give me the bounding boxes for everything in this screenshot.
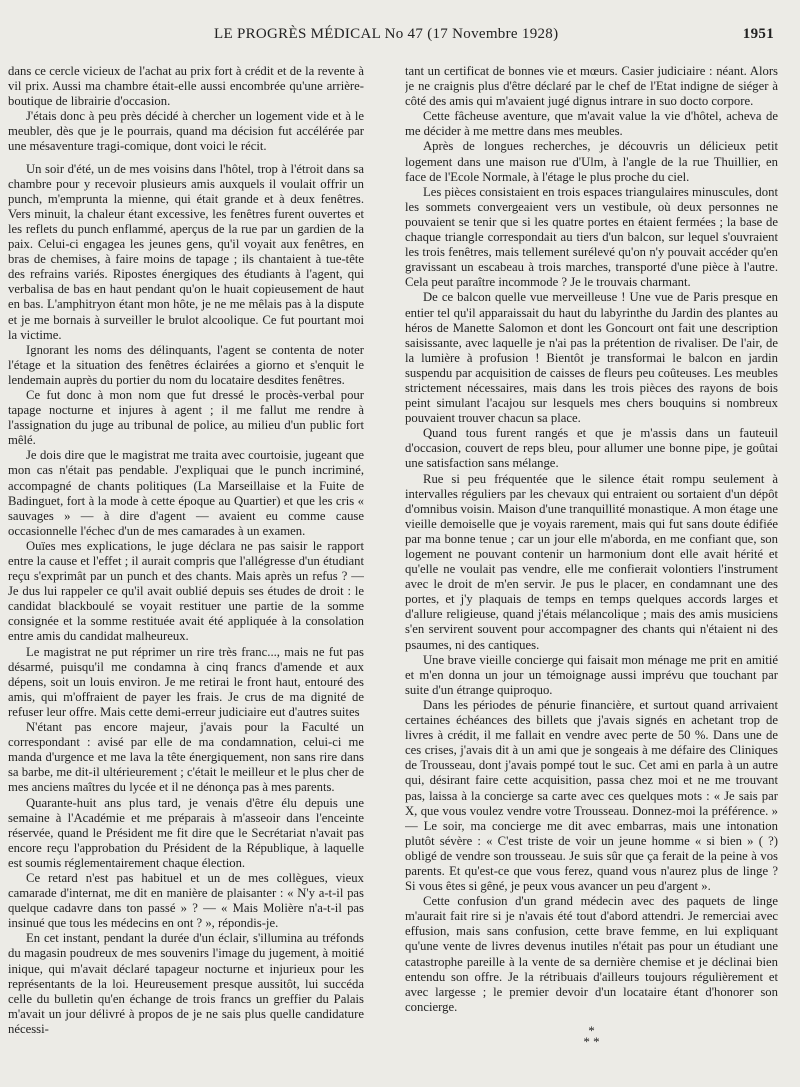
paragraph: Dans les périodes de pénurie financière, et surtout quand arrivaient certaines échéances des billets que j'avais signés en achetant trop de livres à crédit, il me fallait en vendre avec perte de 50 %. Dans une de ces crises, j'avais dit à un ami que je songeais à me défaire des Cliniques de Trousseau, dont j'avais pompé tout le suc. Cet ami en parla à un autre qui, désirant faire cette acquisition, passa chez moi et ne me trouvant pas, laissa à la concierge sa carte avec ces quelques mots : « Je sais par X, que vous voulez vendre votre Trousseau. Donnez-moi la préférence. » — Le soir, ma concierge me dit avec embarras, mais une intonation plutôt sévère : « C'est triste de voir un jeune homme « si bien » ( ?) obligé de vendre son trousseau. Je suis sûr que ça ferait de la peine à vos parents. Et qu'est-ce que vous ferez, quand vous n'aurez plus de linge ? Si vous êtes si gêné, je peux vous avancer un peu d'argent ». (405, 697, 778, 894)
paragraph: Une brave vieille concierge qui faisait mon ménage me prit en amitié et m'en donna un jour un témoignage aussi imprévu que touchant par suite d'un étrange quiproquo. (405, 652, 778, 697)
paragraph: N'étant pas encore majeur, j'avais pour la Faculté un correspondant : avisé par elle de ma condamnation, celui-ci me manda d'urgence et me lava la tête énergiquement, non sans rire dans sa barbe, me dit-il ultérieurement ; c'était le meilleur et le plus cher de mes anciens maîtres du lycée et il ne dénonça pas à mes parents. (8, 720, 364, 795)
paragraph: Rue si peu fréquentée que le silence était rompu seulement à intervalles réguliers par les chevaux qui entraient ou sortaient d'un dépôt d'omnibus voisin. Maison d'une tranquillité monastique. A mon étage une vieille demoiselle que je voyais rarement, mais qui fut sans doute édifiée par ma bonne tenue ; car un jour elle m'aborda, en me confiant que, son logement ne pouvant contenir un harmonium dont elle avait hérité et qu'elle ne voulait pas vendre, elle me confierait volontiers l'instrument avec le droit de m'en servir. Je pus le placer, en condamnant une des portes, et j'y plaquais de temps en temps quelques accords larges et d'allure religieuse, quand j'étais mélancolique ; mais des amis musiciens s'en servirent souvent pour accompagner des chants qui n'étaient ni des psaumes, ni des cantiques. (405, 471, 778, 652)
paragraph: J'étais donc à peu près décidé à chercher un logement vide et à le meubler, dès que je le pourrais, quand ma décision fut accélérée par une mésaventure tragi-comique, dont voici le récit. (8, 109, 364, 154)
paragraph: Je dois dire que le magistrat me traita avec courtoisie, jugeant que mon cas n'était pas pendable. J'expliquai que le punch incriminé, accompagné de chants politiques (La Marseillaise et la Fuite de Badinguet, fort à la mode à cette époque au Quartier) et que les cris « sauvages » — à dire d'agent — avaient eu comme cause occasionnelle l'échec d'un de mes camarades à un examen. (8, 448, 364, 538)
paragraph: Quand tous furent rangés et que je m'assis dans un fauteuil d'occasion, couvert de reps bleu, pour allumer une bonne pipe, je goûtai une satisfaction sans mélange. (405, 426, 778, 471)
section-separator (405, 1022, 778, 1049)
paragraph: Un soir d'été, un de mes voisins dans l'hôtel, trop à l'étroit dans sa chambre pour y recevoir plusieurs amis auxquels il voulait offrir un punch, m'emprunta la mienne, qui était grande et à deux fenêtres. Vers minuit, la chaleur étant excessive, les fenêtres furent ouvertes et les reflets du punch enflammé, aperçus de la rue par un gardien de la paix. Celui-ci engagea les jeunes gens, qu'il voyait aux fenêtres, en bras de chemises, à faire moins de tapage ; ils chantaient à tue-tête des refrains variés. Ripostes énergiques des étudiants à l'agent, qui verbalisa de bas en haut pendant qu'on le huait copieusement de haut en bas. L'amphitryon étant mon hôte, je ne me mêlais pas à la dispute et je me bornais à surveiller le brulot alcoolique. Ce fut pourtant moi la victime. (8, 161, 364, 342)
left-column (8, 64, 364, 1079)
paragraph: Cette confusion d'un grand médecin avec des paquets de linge m'aurait fait rire si je n'avais été tout d'abord attendri. Je remerciai avec effusion, mais sans confusion, cette brave femme, en lui expliquant qu'une vente de livres devenus inutiles n'était pas pour un étudiant une catastrophe pareille à la vente de sa dernière chemise et je déclinai bien entendu son offre. Je la rétribuais d'ailleurs toujours régulièrement et avec largesse ; le premier devoir d'un locataire étant d'honorer son concierge. (405, 894, 778, 1014)
paragraph: En cet instant, pendant la durée d'un éclair, s'illumina au tréfonds du magasin poudreux de mes souvenirs l'image du jugement, à moitié inique, qui m'avait déclaré tapageur nocturne et injurieux pour les représentants de la loi. Heureusement presque aussitôt, lui succéda celle du bulletin qu'en échange de trois francs un greffier du Palais m'avait un jour délivré à propos de je ne sais plus quelle candidature nécessi- (8, 931, 364, 1036)
page-header (0, 20, 800, 46)
paragraph: Ce fut donc à mon nom que fut dressé le procès-verbal pour tapage nocturne et injures à agent ; il me fallut me rendre à l'assignation du juge au tribunal de police, au milieu d'un public fort mêlé. (8, 387, 364, 448)
separator-stars: * * (583, 1033, 600, 1049)
journal-title: LE PROGRÈS MÉDICAL No 47 (17 Novembre 1928) (214, 26, 559, 42)
paragraph: tant un certificat de bonnes vie et mœurs. Casier judiciaire : néant. Alors je ne craignis plus d'être déclaré par le chef de l'Etat indigne de siéger à côté des amis qui m'avaient jugé dignus intrare in suo docto corpore. (405, 64, 778, 109)
paragraph: Quarante-huit ans plus tard, je venais d'être élu depuis une semaine à l'Académie et me préparais à m'asseoir dans l'enceinte réservée, quand le Président me fit dire que le Secrétariat n'avait pas encore reçu l'approbation du Président de la République, à laquelle est soumis réglementairement chaque élection. (8, 795, 364, 870)
paragraph: Après de longues recherches, je découvris un délicieux petit logement dans une maison rue d'Ulm, à l'angle de la rue Thuillier, en face de l'Ecole Normale, à l'étage le plus proche du ciel. (405, 139, 778, 184)
paragraph: dans ce cercle vicieux de l'achat au prix fort à crédit et de la revente à vil prix. Aussi ma chambre était-elle aussi encombrée qu'une arrière-boutique de librairie d'occasion. (8, 64, 364, 109)
right-column (405, 64, 778, 1079)
paragraph: Ouïes mes explications, le juge déclara ne pas saisir le rapport entre la cause et l'effet ; il aurait compris que l'allégresse d'un étudiant reçu s'exprimât par un punch et des chants. Mais après un refus ? — Je dus lui rappeler ce qu'il avait oublié depuis ses études de droit : le candidat blackboulé se voyait restituer une partie de la somme consignée et la somme restituée avait été appliquée à la consolation entre amis du candidat malheureux. (8, 538, 364, 644)
paragraph: De ce balcon quelle vue merveilleuse ! Une vue de Paris presque en entier tel qu'il apparaissait du haut du labyrinthe du Jardin des plantes au héros de Manette Salomon et dont les Goncourt ont fait une description saisissante, avec laquelle je n'ai pas la prétention de rivaliser. De l'air, de la lumière à profusion ! Bientôt je transformai le balcon en jardin suspendu par acquisition de caisses de fleurs peu coûteuses. Les meubles strictement nécessaires, mais dans les trois pièces des rayons de bois peint simulant l'acajou sur lesquels mes chers bouquins si nombreux pouvaient trouver chacun sa place. (405, 290, 778, 426)
page-number: 1951 (742, 26, 774, 42)
paragraph: Cette fâcheuse aventure, que m'avait value la vie d'hôtel, acheva de me décider à me mettre dans mes meubles. (405, 109, 778, 139)
paragraph: Ce retard n'est pas habituel et un de mes collègues, vieux camarade d'internat, me dit en manière de plaisanter : « N'y a-t-il pas quelque cadavre dans ton passé » ? — « Mais Molière n'a-t-il pas insinué que tous les médecins en ont ? », répondis-je. (8, 870, 364, 931)
paragraph: Les pièces consistaient en trois espaces triangulaires minuscules, dont les sommets convergeaient vers un vestibule, où deux personnes ne pouvaient se tenir que si les quatre portes en étaient fermées ; la base de chaque triangle correspondait au tiers d'un balcon, sur lequel s'ouvraient les trois fenêtres, mais tellement surélevé qu'on n'y pouvait accéder qu'en gravissant un escabeau à trois marches, transporté d'une pièce à l'autre. Cela peut paraître incommode ? Je le trouvais charmant. (405, 184, 778, 290)
paragraph: Le magistrat ne put réprimer un rire très franc..., mais ne fut pas désarmé, puisqu'il me condamna à cinq francs d'amende et aux dépens, soit un louis environ. Je me retirai le front haut, entouré des amis, qui m'offraient de payer les frais. Je crus de ma dignité de refuser leur offre. Mais cette demi-erreur judiciaire eut d'autres suites (8, 644, 364, 719)
paragraph: Ignorant les noms des délinquants, l'agent se contenta de noter l'étage et la situation des fenêtres éclairées a giorno et s'enquit le lendemain auprès du portier du nom du locataire desdites fenêtres. (8, 342, 364, 387)
separator-star: * (588, 1022, 595, 1038)
